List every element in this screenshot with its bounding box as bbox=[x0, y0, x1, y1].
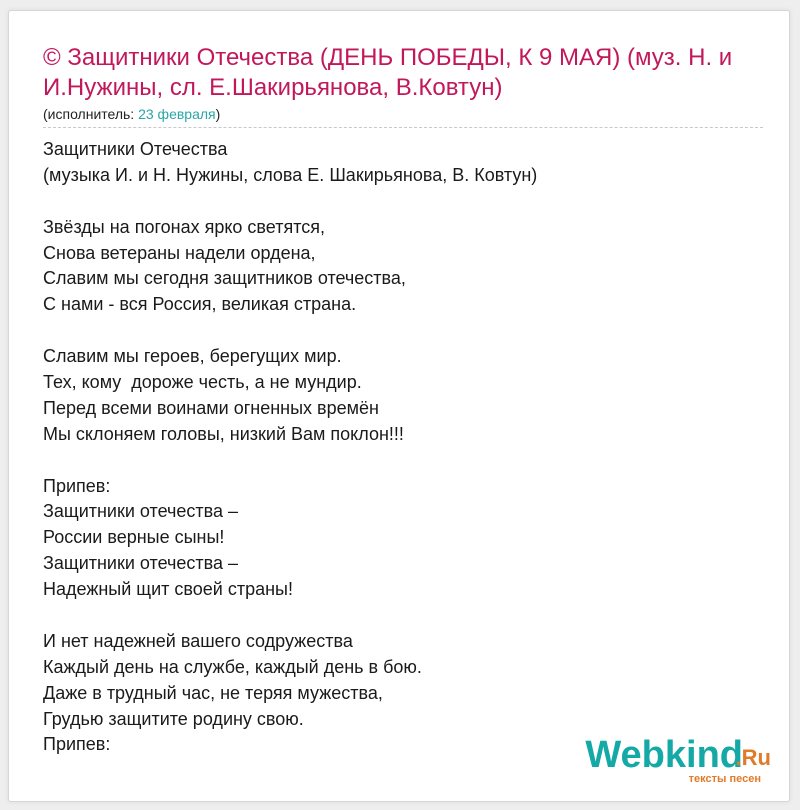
lyrics-line: (музыка И. и Н. Нужины, слова Е. Шакирьянова, В. Ковтун) bbox=[43, 164, 538, 185]
logo-wordmark: Webkind bbox=[585, 734, 743, 776]
logo-tagline: тексты песен bbox=[688, 773, 761, 785]
lyrics-line: России верные сыны! bbox=[43, 527, 225, 548]
lyrics-line bbox=[43, 448, 773, 474]
lyrics-line: Защитники Отечества bbox=[43, 139, 228, 159]
lyrics-line: Славим мы сегодня защитников отечества, bbox=[43, 268, 406, 289]
lyrics-text bbox=[43, 137, 773, 758]
lyrics-line: Защитники отечества – bbox=[43, 553, 239, 574]
performer-line bbox=[43, 105, 220, 123]
lyrics-line: Грудью защитите родину свою. bbox=[43, 708, 304, 729]
lyrics-line: Припев: bbox=[43, 475, 111, 496]
lyrics-line bbox=[43, 318, 773, 344]
lyrics-line: Снова ветераны надели ордена, bbox=[43, 242, 316, 263]
lyrics-line bbox=[43, 603, 773, 629]
performer-prefix: (исполнитель: bbox=[43, 106, 139, 122]
lyrics-line: Перед всеми воинами огненных времён bbox=[43, 397, 379, 418]
lyrics-line: Славим мы героев, берегущих мир. bbox=[43, 346, 342, 367]
lyrics-line: Даже в трудный час, не теряя мужества, bbox=[43, 682, 383, 703]
site-logo[interactable] bbox=[571, 735, 771, 787]
performer-suffix: ) bbox=[215, 106, 221, 122]
lyrics-line: С нами - вся Россия, великая страна. bbox=[43, 294, 357, 315]
lyrics-line bbox=[43, 189, 773, 215]
lyrics-line: Каждый день на службе, каждый день в бою. bbox=[43, 656, 422, 677]
lyrics-card bbox=[8, 10, 790, 802]
lyrics-line: Припев: bbox=[43, 734, 111, 755]
lyrics-line: Звёзды на погонах ярко светятся, bbox=[43, 216, 325, 237]
performer-link[interactable]: 23 февраля bbox=[138, 106, 216, 122]
lyrics-line: Тех, кому дороже честь, а не мундир. bbox=[43, 372, 362, 393]
logo-tld: .Ru bbox=[735, 745, 771, 770]
lyrics-line: Мы склоняем головы, низкий Вам поклон!!! bbox=[43, 423, 404, 444]
divider bbox=[43, 127, 763, 128]
song-title: © Защитники Отечества (ДЕНЬ ПОБЕДЫ, К 9 МАЯ) (муз. Н. и И.Нужины, сл. Е.Шакирьянова, В.Ковтун) bbox=[43, 44, 733, 101]
lyrics-line: Защитники отечества – bbox=[43, 501, 239, 522]
lyrics-line: И нет надежней вашего содружества bbox=[43, 630, 353, 651]
lyrics-line: Надежный щит своей страны! bbox=[43, 579, 293, 600]
